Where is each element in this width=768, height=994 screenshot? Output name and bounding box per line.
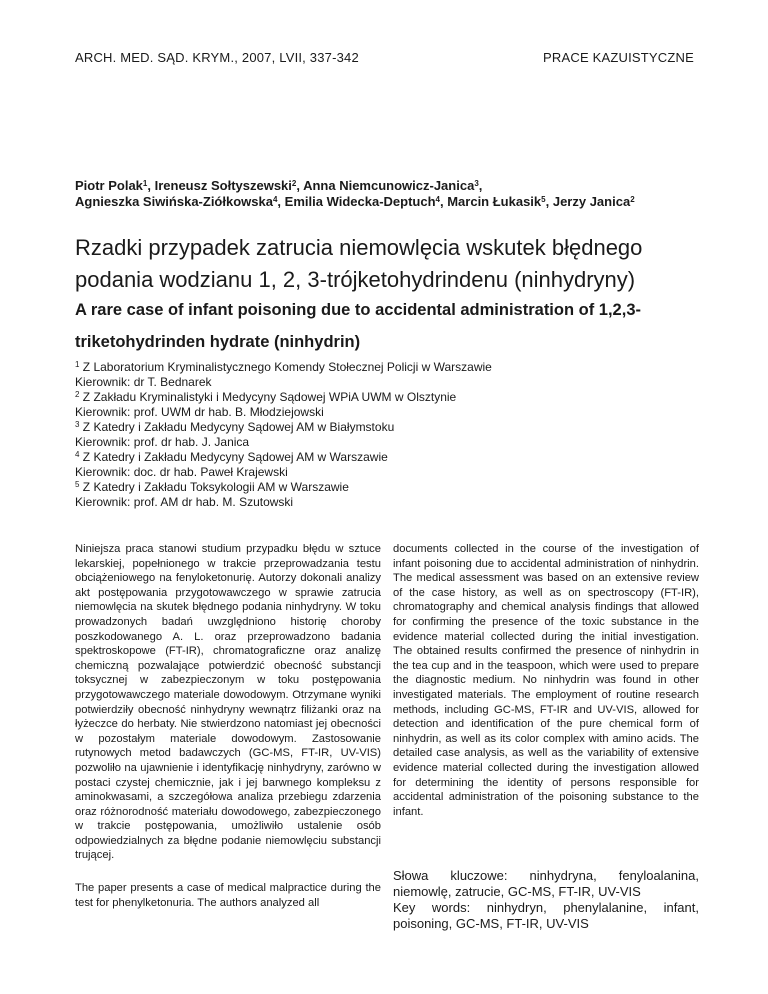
keywords-polish: Słowa kluczowe: ninhydryna, fenyloalanina, niemowlę, zatrucie, GC-MS, FT-IR, UV-VIS bbox=[393, 868, 699, 899]
affiliation-text: Z Katedry i Zakładu Toksykologii AM w Warszawie bbox=[79, 480, 349, 494]
keywords-block bbox=[393, 868, 699, 932]
author-name: Jerzy Janica bbox=[552, 194, 631, 209]
affiliation-head: Kierownik: prof. dr hab. J. Janica bbox=[75, 435, 250, 449]
affiliation-text: Z Katedry i Zakładu Medycyny Sądowej AM w Warszawie bbox=[79, 450, 388, 464]
affiliation-head: Kierownik: doc. dr hab. Paweł Krajewski bbox=[75, 465, 288, 479]
author-separator: , bbox=[296, 178, 304, 193]
author-name: Marcin Łukasik bbox=[447, 194, 542, 209]
keywords-english: Key words: ninhydryn, phenylalanine, infant, poisoning, GC-MS, FT-IR, UV-VIS bbox=[393, 900, 699, 931]
title-polish: Rzadki przypadek zatrucia niemowlęcia wskutek błędnego podania wodzianu 1, 2, 3-trójketohydrindenu (ninhydryny) bbox=[75, 235, 643, 292]
author-list bbox=[75, 178, 705, 210]
affiliation-mark: 2 bbox=[630, 195, 635, 204]
affiliation-text: Z Zakładu Kryminalistyki i Medycyny Sądowej WPiA UWM w Olsztynie bbox=[79, 390, 457, 404]
affiliations bbox=[75, 360, 695, 510]
affiliation-text: Z Laboratorium Kryminalistycznego Komendy Stołecznej Policji w Warszawie bbox=[79, 360, 492, 374]
affiliation-number: 5 bbox=[75, 480, 80, 489]
author-name: Anna Niemcunowicz-Janica bbox=[303, 178, 475, 193]
affiliation-text: Z Katedry i Zakładu Medycyny Sądowej AM w Białymstoku bbox=[79, 420, 395, 434]
author-separator: , bbox=[439, 194, 448, 209]
section-header: PRACE KAZUISTYCZNE bbox=[543, 50, 694, 65]
left-column bbox=[75, 542, 381, 910]
affiliation-line bbox=[75, 480, 695, 495]
author-separator: , bbox=[147, 178, 155, 193]
affiliation-line bbox=[75, 360, 695, 375]
author-separator: , bbox=[478, 178, 483, 193]
abstract-polish: Niniejsza praca stanowi studium przypadku błędu w sztuce lekarskiej, popełnionego w trakcie przeprowadzania testu obciążeniowego na fenyloketonurię. Autorzy dokonali analizy akt postępowania przygotowawczego w sprawie zatrucia niemowlęcia na skutek błędnego podania ninhydryny. W toku prowadzonych badań uwzględniono historię choroby poszkodowanego A. L. oraz przeprowadzono badania spektroskopowe (FT-IR), chromatograficzne oraz analizę chemiczną pozwalające potwierdzić obecność substancji toksycznej w zabezpieczonym w toku postępowania przygotowawczego materiale dowodowym. Otrzymane wyniki potwierdziły obecność ninhydryny wewnątrz filiżanki oraz na łyżeczce do herbaty. Nie stwierdzono natomiast jej obecności w pozostałym materiale dowodowym. Zastosowanie rutynowych metod badawczych (GC-MS, FT-IR, UV-VIS) pozwoliło na ujawnienie i identyfikację ninhydryny, zarówno w postaci czystej chemicznie, jak i jej barwnego kompleksu z aminokwasami, a szczegółowa analiza przebiegu zdarzenia oraz różnorodność materiału dowodowego, zabezpieczonego w trakcie postępowania, umożliwiło ustalenie osób odpowiedzialnych za błędne podanie niemowlęciu substancji trującej. bbox=[75, 543, 381, 862]
affiliation-mark: 2 bbox=[291, 179, 297, 188]
author-name: Agnieszka Siwińska-Ziółkowska bbox=[75, 194, 273, 209]
affiliation-head: Kierownik: prof. UWM dr hab. B. Młodziejowski bbox=[75, 405, 324, 419]
author-name: Emilia Widecka-Deptuch bbox=[284, 194, 436, 209]
affiliation-head: Kierownik: dr T. Bednarek bbox=[75, 375, 212, 389]
affiliation-number: 4 bbox=[75, 450, 80, 459]
right-column bbox=[393, 542, 699, 819]
affiliation-mark: 4 bbox=[435, 195, 440, 204]
affiliation-mark: 1 bbox=[142, 179, 148, 188]
affiliation-line bbox=[75, 390, 695, 405]
author-separator: , bbox=[545, 194, 553, 209]
author-name: Ireneusz Sołtyszewski bbox=[154, 178, 292, 193]
author-name: Piotr Polak bbox=[75, 178, 143, 193]
affiliation-line bbox=[75, 450, 695, 465]
abstract-english-continued: documents collected in the course of the investigation of infant poisoning due to accidental administration of ninhydrin. The medical assessment was based on an extensive review of the case history, as well as on spectroscopy (FT-IR), chromatography and chemical analysis findings that allowed for confirming the presence of the toxic substance in the evidence material collected during the initial investigation. The obtained results confirmed the presence of ninhydrin in the tea cup and in the teaspoon, which were used to prepare the diagnostic medium. No ninhydrin was found in other investigated materials. The employment of routine research methods, including GC-MS, FT-IR and UV-VIS, allowed for detection and identification of the pure chemical form of ninhydrin, as well as its color complex with amino acids. The detailed case analysis, as well as the variability of extensive evidence material collected during the investigation allowed for determining the identity of persons responsible for accidental administration of the poisoning substance to the infant. bbox=[393, 543, 699, 818]
journal-header: ARCH. MED. SĄD. KRYM., 2007, LVII, 337-342 bbox=[75, 50, 359, 65]
affiliation-head: Kierownik: prof. AM dr hab. M. Szutowski bbox=[75, 495, 294, 509]
title-english: A rare case of infant poisoning due to accidental administration of 1,2,3-triketohydrinden hydrate (ninhydrin) bbox=[75, 301, 641, 351]
affiliation-mark: 4 bbox=[272, 195, 278, 204]
affiliation-number: 3 bbox=[75, 420, 80, 429]
affiliation-mark: 5 bbox=[541, 195, 546, 204]
author-separator: , bbox=[277, 194, 285, 209]
affiliation-number: 1 bbox=[75, 360, 80, 369]
affiliation-number: 2 bbox=[75, 390, 80, 399]
affiliation-line bbox=[75, 420, 695, 435]
affiliation-mark: 3 bbox=[474, 179, 479, 188]
abstract-english-start: The paper presents a case of medical malpractice during the test for phenylketonuria. The authors analyzed all bbox=[75, 882, 381, 909]
